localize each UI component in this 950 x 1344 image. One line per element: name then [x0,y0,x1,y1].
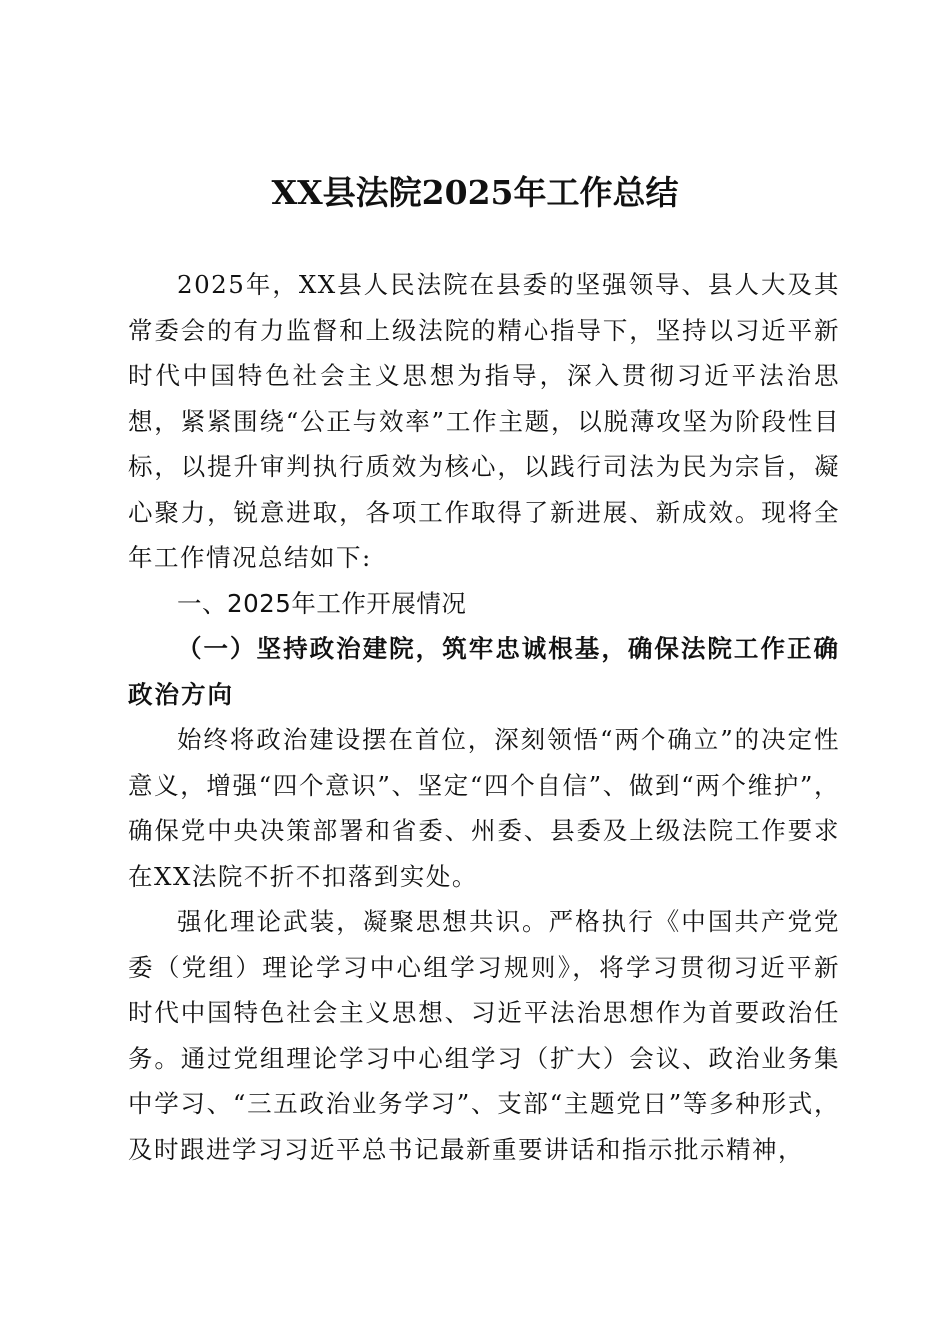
body-paragraph: 强化理论武装，凝聚思想共识。严格执行《中国共产党党委（党组）理论学习中心组学习规则》，将学习贯彻习近平新时代中国特色社会主义思想、习近平法治思想作为首要政治任务。通过党组理论学习中心组学习（扩大）会议、政治业务集中学习、“三五政治业务学习”、支部“主题党日”等多种形式，及时跟进学习习近平总书记最新重要讲话和指示批示精神， [128,907,840,1164]
intro-paragraph: 2025年，XX县人民法院在县委的坚强领导、县人大及其常委会的有力监督和上级法院的精心指导下，坚持以习近平新时代中国特色社会主义思想为指导，深入贯彻习近平法治思想，紧紧围绕“公正与效率”工作主题，以脱薄攻坚为阶段性目标，以提升审判执行质效为核心，以践行司法为民为宗旨，凝心聚力，锐意进取，各项工作取得了新进展、新成效。现将全年工作情况总结如下: [128,270,840,572]
section-heading: 一、2025年工作开展情况 [177,588,467,618]
subsection-heading: （一）坚持政治建院，筑牢忠诚根基，确保法院工作正确政治方向 [128,634,840,709]
document-title: XX县法院2025年工作总结 [271,173,679,212]
document-body [128,262,840,1172]
body-paragraph: 始终将政治建设摆在首位，深刻领悟“两个确立”的决定性意义，增强“四个意识”、坚定“四个自信”、做到“两个维护”，确保党中央决策部署和省委、州委、县委及上级法院工作要求在XX法院不折不扣落到实处。 [128,725,840,891]
